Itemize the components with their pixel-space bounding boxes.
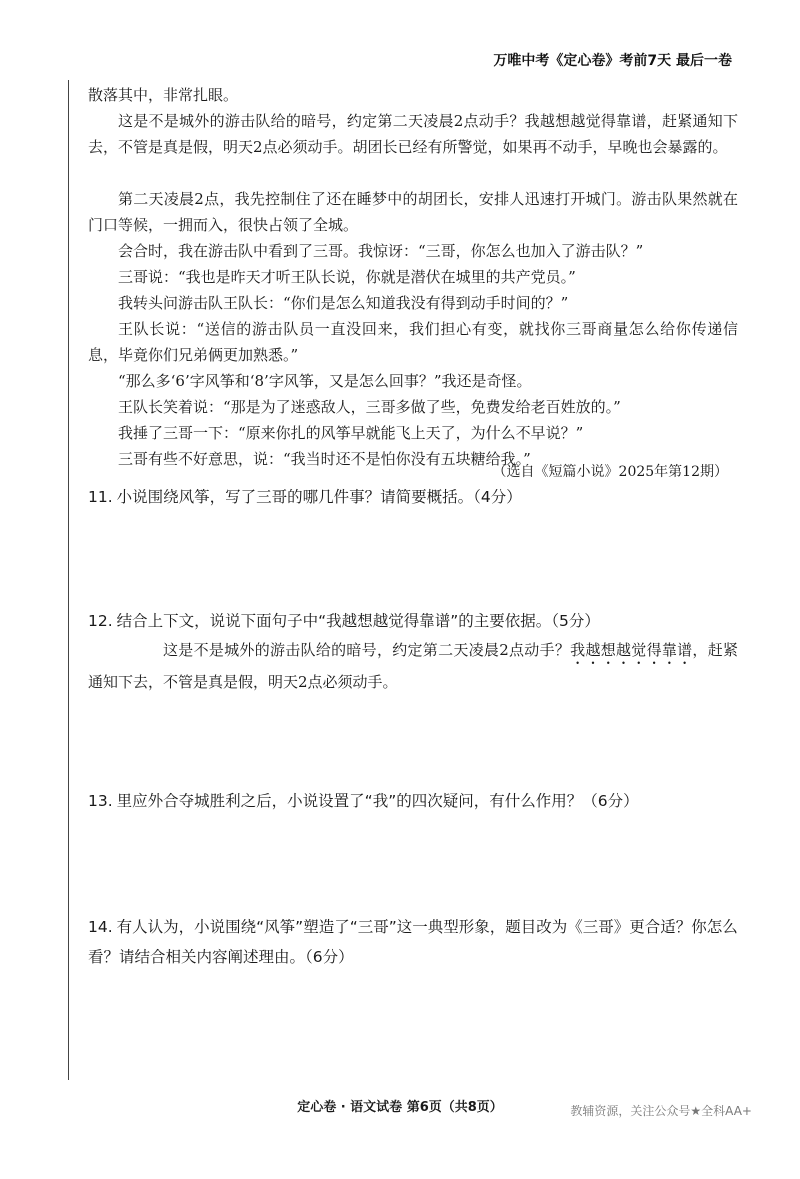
margin-line	[68, 80, 69, 1080]
passage-paragraph: 我捶了三哥一下：“原来你扎的风筝早就能飞上天了，为什么不早说？”	[118, 424, 584, 442]
passage-paragraph: 散落其中，非常扎眼。	[88, 86, 239, 104]
passage-paragraph: 三哥有些不好意思，说：“我当时还不是怕你没有五块糖给我。”	[118, 450, 531, 468]
question-number: 14.	[88, 918, 113, 936]
question-11	[88, 482, 738, 512]
quote-before: 这是不是城外的游击队给的暗号，约定第二天凌晨2点动手？	[163, 641, 571, 659]
passage-paragraph: 会合时，我在游击队中看到了三哥。我惊讶：“三哥，你怎么也加入了游击队？”	[118, 242, 644, 260]
passage-paragraph: “那么多‘6’字风筝和‘8’字风筝，又是怎么回事？”我还是奇怪。	[118, 372, 532, 390]
question-number: 11.	[88, 488, 113, 506]
page-header: 万唯中考《定心卷》考前7天 最后一卷	[493, 53, 732, 69]
passage-paragraph: 第二天凌晨2点，我先控制住了还在睡梦中的胡团长，安排人迅速打开城门。游击队果然就在门口等候，一拥而入，很快占领了全城。	[88, 190, 738, 234]
question-12	[88, 606, 738, 636]
quote-emphasis: 我越想越觉得靠谱	[570, 641, 693, 659]
quoted-sentence	[88, 636, 738, 696]
watermark-text: 教辅资源，关注公众号★全科AA+	[570, 1104, 752, 1118]
question-text: 里应外合夺城胜利之后，小说设置了“我”的四次疑问，有什么作用？（6分）	[116, 792, 639, 810]
question-text: 结合上下文，说说下面句子中“我越想越觉得靠谱”的主要依据。（5分）	[116, 612, 600, 630]
question-number: 13.	[88, 792, 113, 810]
page-footer: 定心卷 · 语文试卷 第6页（共8页）	[297, 1100, 503, 1115]
question-text: 有人认为，小说围绕“风筝”塑造了“三哥”这一典型形象，题目改为《三哥》更合适？你怎么看？请结合相关内容阐述理由。（6分）	[88, 918, 738, 966]
question-14	[88, 912, 738, 972]
passage-paragraph: 这是不是城外的游击队给的暗号，约定第二天凌晨2点动手？我越想越觉得靠谱，赶紧通知下去，不管是真是假，明天2点必须动手。胡团长已经有所警觉，如果再不动手，早晚也会暴露的。	[88, 112, 738, 156]
question-number: 12.	[88, 612, 113, 630]
passage-paragraph: 王队长笑着说：“那是为了迷惑敌人，三哥多做了些，免费发给老百姓放的。”	[118, 398, 621, 416]
passage-paragraph: 我转头问游击队王队长：“你们是怎么知道我没有得到动手时间的？”	[118, 294, 569, 312]
question-text: 小说围绕风筝，写了三哥的哪几件事？请简要概括。（4分）	[116, 488, 522, 506]
passage-paragraph: 王队长说：“送信的游击队员一直没回来，我们担心有变，就找你三哥商量怎么给你传递信息，毕竟你们兄弟俩更加熟悉。”	[88, 320, 738, 364]
passage-source: （选自《短篇小说》2025年第12期）	[492, 464, 728, 480]
passage-paragraph: 三哥说：“我也是昨天才听王队长说，你就是潜伏在城里的共产党员。”	[118, 268, 576, 286]
question-13	[88, 786, 738, 816]
quote-after: ，赶紧通知下去，不管是真是假，明天2点必须动手。	[88, 641, 738, 691]
